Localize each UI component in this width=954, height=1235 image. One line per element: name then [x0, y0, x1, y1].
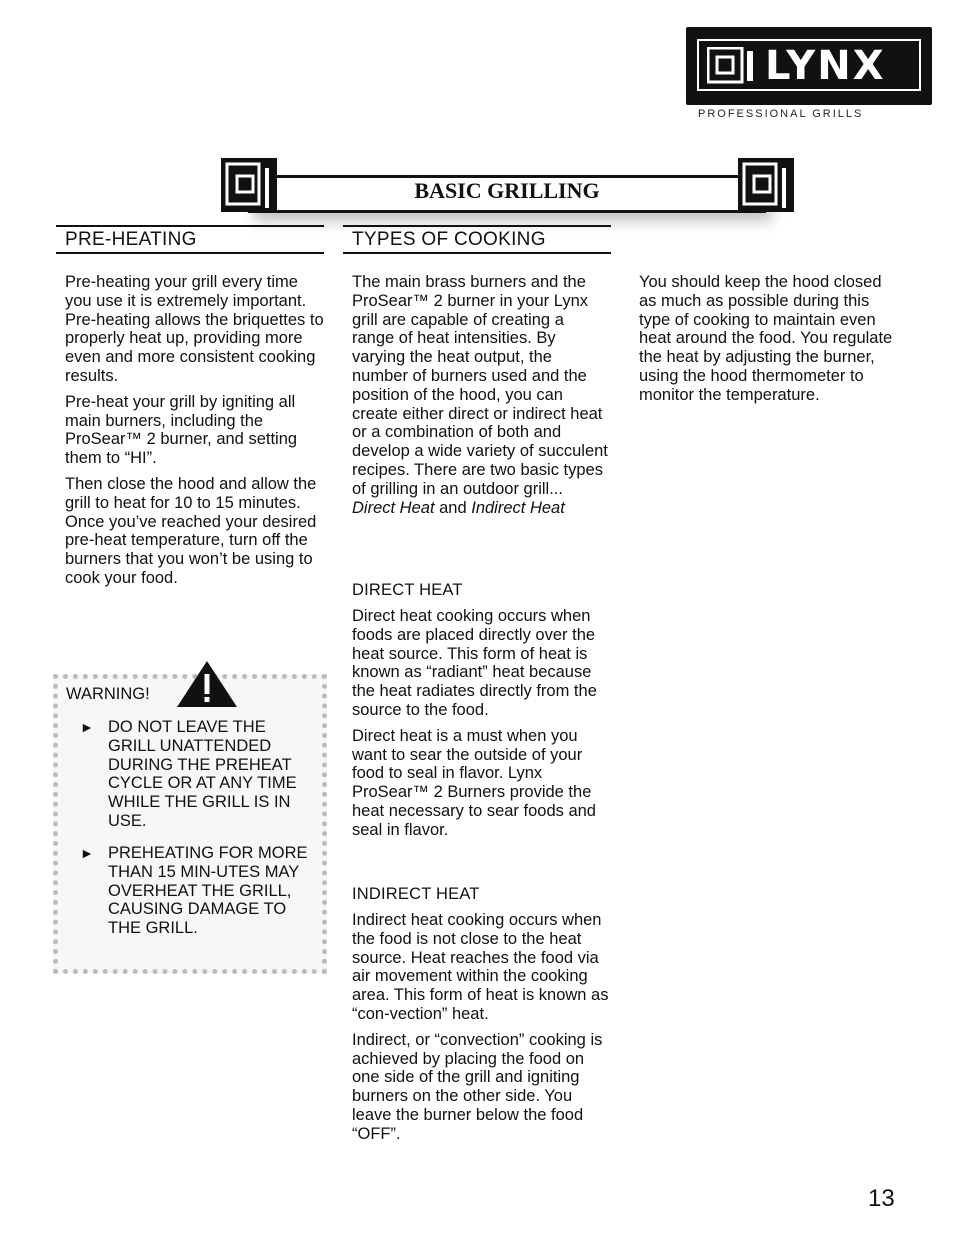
column-3-body [639, 273, 901, 412]
preheating-body [65, 273, 327, 595]
preheating-paragraph: Pre-heating your grill every time you use it is extremely important. Pre-heating allows the briquettes to properly heat up, providing more even and more consistent cooking results. [65, 273, 324, 385]
warning-title: WARNING! [66, 685, 150, 703]
direct-heat-term: Direct Heat [352, 498, 435, 517]
direct-heat-heading: DIRECT HEAT [352, 581, 463, 599]
direct-heat-body [352, 607, 610, 847]
indirect-heat-term: Indirect Heat [471, 498, 565, 517]
direct-heat-paragraph: Direct heat is a must when you want to sear the outside of your food to seal in flavor. Lynx ProSear™ 2 Burners provide the heat necessary to sear foods and seal in flavor. [352, 726, 596, 839]
lynx-emblem-icon [707, 47, 759, 85]
warning-triangle-icon [176, 660, 238, 708]
indirect-heat-body [352, 911, 614, 1151]
types-intro-text: The main brass burners and the ProSear™ 2 burner in your Lynx grill are capable of creating a range of heat intensities. By varying the heat output, the number of burners used and the position of the hood, you can create either direct or indirect heat or a combination of both and develop a wide variety of succulent recipes. There are two basic types of grilling in an outdoor grill... [352, 273, 608, 498]
hood-paragraph: You should keep the hood closed as much as possible during this type of cooking to maintain even heat around the food. You regulate the heat by adjusting the burner, using the hood thermometer to monitor the temperature. [639, 273, 893, 404]
preheating-heading: PRE-HEATING [56, 225, 324, 254]
types-heading: TYPES OF COOKING [343, 225, 611, 254]
indirect-heat-paragraph: Indirect heat cooking occurs when the food is not close to the heat source. Heat reaches the food via air movement within the cooking area. This form of heat is known as “con-vection” heat. [352, 911, 609, 1023]
indirect-heat-heading: INDIRECT HEAT [352, 885, 480, 903]
indirect-heat-paragraph: Indirect, or “convection” cooking is achieved by placing the food on one side of the grill and igniting burners on the other side. You leave the burner below the food “OFF”. [352, 1030, 603, 1143]
arrow-bullet-icon: ► [80, 845, 94, 861]
warning-item [80, 844, 310, 938]
warning-item-text: DO NOT LEAVE THE GRILL UNATTENDED DURING THE PREHEAT CYCLE OR AT ANY TIME WHILE THE GRILL IS IN USE. [108, 718, 297, 830]
logo-frame [697, 39, 921, 91]
preheating-paragraph: Then close the hood and allow the grill to heat for 10 to 15 minutes. Once you’ve reached your desired pre-heat temperature, turn off the burners that you won’t be using to cook your food. [65, 474, 317, 587]
logo-wordmark: LYNX [765, 43, 886, 89]
preheating-paragraph: Pre-heat your grill by igniting all main burners, including the ProSear™ 2 burner, and setting them to “HI”. [65, 392, 298, 468]
warning-item-text: PREHEATING FOR MORE THAN 15 MIN-UTES MAY OVERHEAT THE GRILL, CAUSING DAMAGE TO THE GRILL. [108, 844, 308, 938]
intro-conjunction: and [439, 498, 467, 517]
types-intro [352, 273, 610, 517]
warning-item [80, 718, 316, 831]
logo-subtitle: PROFESSIONAL GRILLS [698, 108, 864, 120]
lynx-logo [686, 27, 932, 105]
arrow-bullet-icon: ► [80, 719, 94, 735]
page-number: 13 [868, 1185, 895, 1212]
direct-heat-paragraph: Direct heat cooking occurs when foods are placed directly over the heat source. This form of heat is known as “radiant” heat because the heat radiates directly from the source to the food. [352, 607, 597, 719]
types-body [352, 273, 610, 524]
page-title: BASIC GRILLING [414, 178, 600, 203]
